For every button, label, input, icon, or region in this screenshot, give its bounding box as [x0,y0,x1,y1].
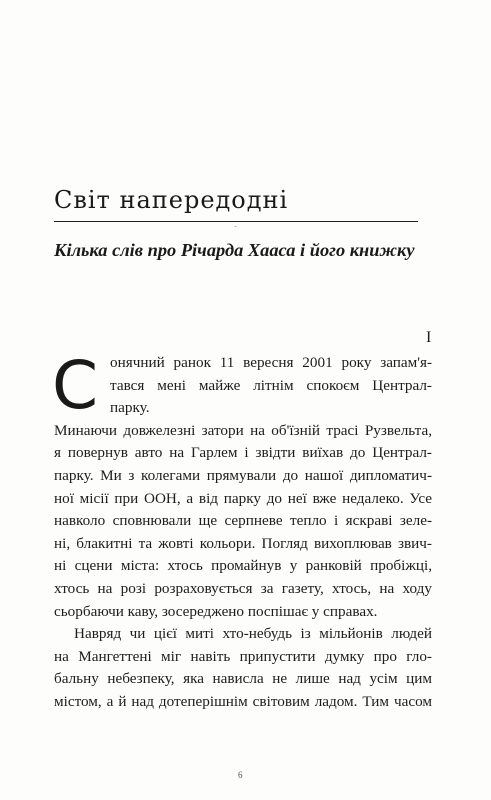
drop-cap: С [52,347,99,424]
text-line: Навряд чи цієї миті хто-небудь із мільйонів людей [74,625,432,643]
body-text [52,347,432,714]
text-line: ні сцени міста: хтось промайнув у ранковій пробіжці, [54,557,432,575]
chapter-subtitle: Кілька слів про Річарда Хааса і його книжку [54,240,415,260]
text-line: містом, а й над дотеперішнім світовим ладом. Тим часом [54,692,432,710]
text-line: тався мені майже літнім спокоєм Централ- [110,376,432,394]
text-line: я повернув авто на Гарлем і звідти виїхав до Централ- [54,444,432,462]
text-line: сьорбаючи каву, зосереджено поспішає у справах. [54,602,378,620]
text-line: Минаючи довжелезні затори на об'їзній трасі Рузвельта, [54,421,432,439]
section-numeral: I [426,329,432,346]
text-line: парку. [110,399,150,417]
text-line: парку. Ми з колегами прямували до нашої дипломатич- [54,466,432,484]
text-line: онячний ранок 11 вересня 2001 року запам'я- [110,354,432,371]
text-line: ної місії при ООН, а від парку до неї вже недалеко. Усе [54,489,432,507]
text-line: ні, блакитні та жовті кольори. Погляд вихоплював звич- [54,534,432,552]
chapter-title: Світ напередодні [54,186,289,214]
text-line: навколо сповнювали ще серпневе тепло і яскраві зеле- [54,512,432,530]
text-line: на Мангеттені міг навіть припустити думку про гло- [54,647,432,665]
title-rule [54,221,418,222]
tick-mark: ˘ [234,226,237,233]
page-number: 6 [238,770,243,780]
text-line: хтось на розі розраховується за газету, хтось, на ходу [54,579,432,597]
text-line: бальну небезпеку, яка нависла не лише над усім цим [54,670,432,688]
